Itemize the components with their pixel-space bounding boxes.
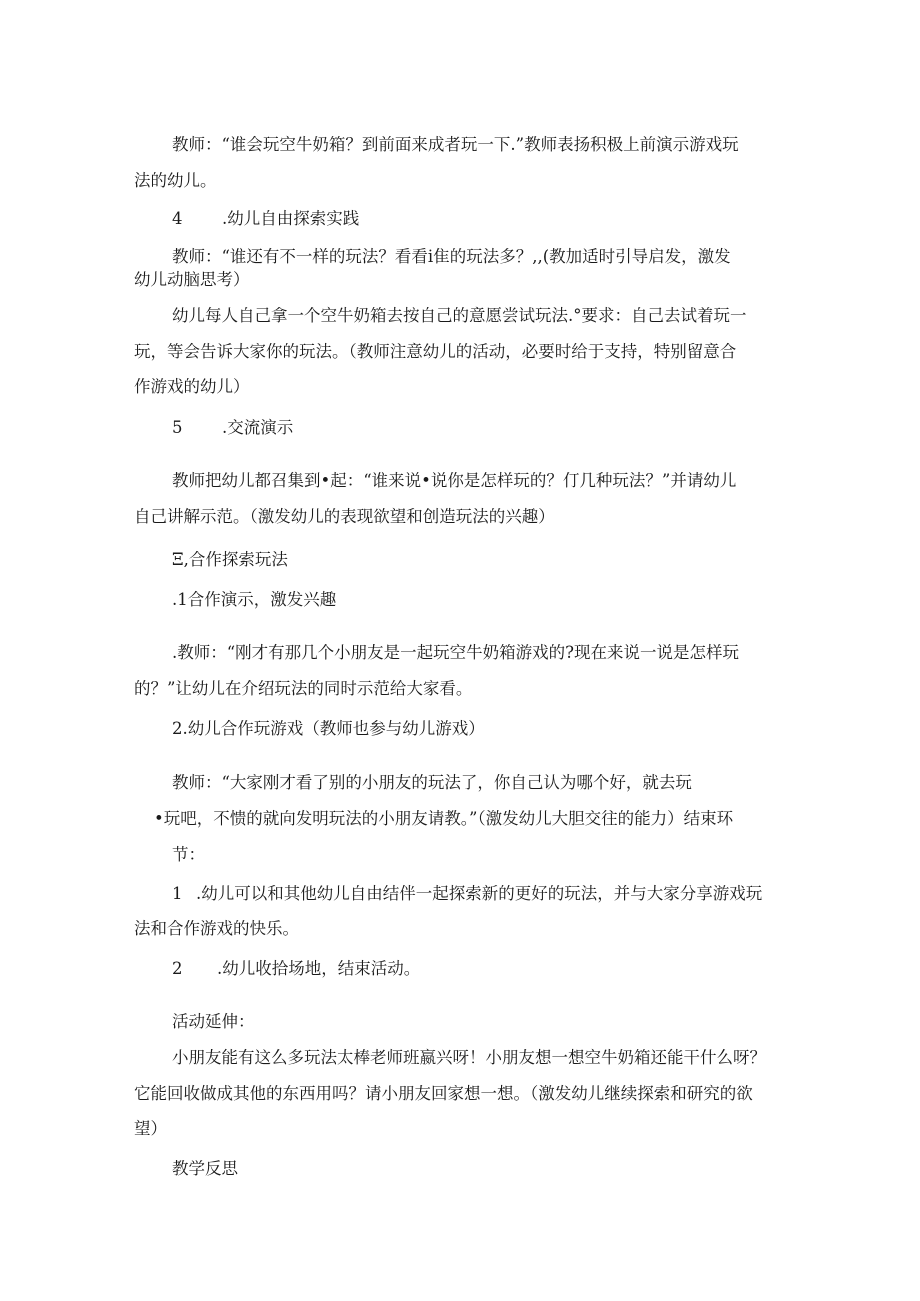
paragraph-line: 小朋友能有这么多玩法太棒老师班嬴兴呀！小朋友想一想空牛奶箱还能干什么呀？	[172, 1048, 766, 1067]
section-number: 4	[172, 209, 183, 228]
paragraph-line: 教师：“谁会玩空牛奶箱？到前面来成者玩一下.”教师表扬积极上前演示游戏玩	[172, 135, 739, 154]
paragraph-line: 幼儿动脑思考）	[134, 270, 250, 289]
paragraph-line: 教师：“大家刚才看了别的小朋友的玩法了，你自己认为哪个好，就去玩	[172, 773, 692, 792]
paragraph-line: 节：	[172, 845, 205, 864]
item-text: .幼儿可以和其他幼儿自由结伴一起探索新的更好的玩法，并与大家分享游戏玩	[196, 884, 763, 903]
subsection-heading: 2.幼儿合作玩游戏（教师也参与幼儿游戏）	[172, 719, 485, 738]
paragraph-line: .教师：“刚才有那几个小朋友是一起玩空牛奶箱游戏的?现在来说一说是怎样玩	[172, 643, 740, 662]
paragraph-line: 法和合作游戏的快乐。	[134, 919, 299, 938]
section-title: .交流演示	[222, 418, 294, 437]
item-number: 2	[172, 959, 183, 978]
paragraph-line: 教师：“谁还有不一样的玩法？看看i隹的玩法多？,,(教加适时引导启发，激发	[172, 247, 731, 266]
paragraph-line: 玩，等会告诉大家你的玩法。（教师注意幼儿的活动，必要时给于支持，特别留意合	[134, 342, 737, 361]
section-heading-3: Ξ,合作探索玩法	[172, 550, 288, 569]
numbered-item-2	[172, 958, 420, 980]
paragraph-line: 自己讲解示范。（激发幼儿的表现欲望和创造玩法的兴趣）	[134, 507, 555, 526]
paragraph-line: 幼儿每人自己拿一个空牛奶箱去按自己的意愿尝试玩法.°要求：自己去试着玩一	[172, 306, 747, 325]
paragraph-line: 法的幼儿。	[134, 171, 217, 190]
item-text: .幼儿收拾场地，结束活动。	[217, 959, 421, 978]
paragraph-line: 的？”让幼儿在介绍玩法的同时示范给大家看。	[134, 679, 473, 698]
subsection-heading: .1合作演示，激发兴趣	[172, 590, 337, 609]
item-number: 1	[172, 884, 183, 903]
paragraph-line: 它能回收做成其他的东西用吗？请小朋友回家想一想。（激发幼儿继续探索和研究的欲	[134, 1084, 753, 1103]
numbered-item-1	[172, 883, 762, 905]
paragraph-line: •玩吧，不愦的就向发明玩法的小朋友请教。”（激发幼儿大胆交往的能力）结束环	[154, 809, 734, 828]
section-number: 5	[172, 418, 183, 437]
paragraph-line: 望）	[134, 1119, 167, 1138]
section-heading-4	[172, 208, 359, 230]
paragraph-line: 作游戏的幼儿）	[134, 377, 250, 396]
section-title: .幼儿自由探索实践	[222, 209, 360, 228]
section-heading-extension: 活动延伸：	[172, 1012, 255, 1031]
section-heading-5	[172, 417, 293, 439]
paragraph-line: 教师把幼儿都召集到•起：“谁来说•说你是怎样玩的？仃几种玩法？”并请幼儿	[172, 471, 737, 490]
section-heading-reflection: 教学反思	[172, 1159, 238, 1178]
